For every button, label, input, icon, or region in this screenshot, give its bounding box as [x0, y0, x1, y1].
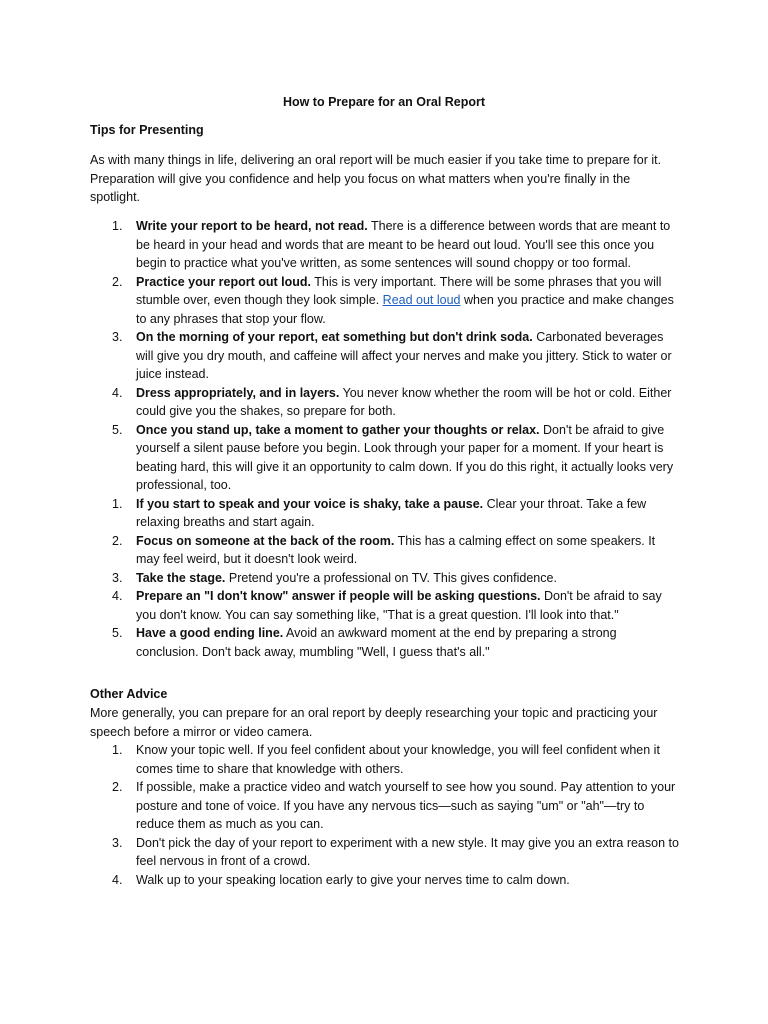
list-number: 5.: [112, 422, 123, 437]
list-number: 3.: [112, 330, 123, 344]
list-item-bold: Have a good ending line.: [136, 626, 284, 640]
list-item: [90, 532, 680, 569]
list-number: 1.: [112, 496, 123, 511]
list-item-bold: Focus on someone at the back of the room.: [136, 533, 395, 548]
list-item-text: Don't be afraid to give yourself a silent pause before you begin. Look through your paper for a moment. If your heart is beating hard, this will give it an opportunity to calm down. If you do this right, it actually looks very professional, too.: [136, 422, 674, 492]
list-number: 4.: [112, 385, 123, 400]
list-item-text: This has a calming effect on some speakers. It may feel weird, but it doesn't look weird.: [136, 533, 656, 566]
list-item-text: Pretend you're a professional on TV. This gives confidence.: [225, 570, 557, 585]
list-number: 1.: [112, 219, 123, 233]
list-item: [90, 624, 680, 661]
list-item: [90, 384, 680, 421]
list-item: [90, 217, 680, 273]
list-item-bold: Prepare an "I don't know" answer if people will be asking questions.: [136, 589, 541, 603]
list-number: 4.: [112, 872, 123, 887]
list-item-bold: On the morning of your report, eat something but don't drink soda.: [136, 330, 533, 344]
list-item-bold: If you start to speak and your voice is shaky, take a pause.: [136, 496, 484, 511]
list-item-text: Carbonated beverages will give you dry mouth, and caffeine will affect your nerves and make you jittery. Stick to water or juice instead.: [136, 330, 672, 381]
list-item: [90, 871, 680, 890]
list-item-text: Avoid an awkward moment at the end by preparing a strong conclusion. Don't back away, mumbling "Well, I guess that's all.": [136, 626, 617, 659]
page-title: How to Prepare for an Oral Report: [282, 95, 486, 109]
list-number: 3.: [112, 570, 123, 585]
list-item: [90, 328, 680, 384]
list-item-bold: Practice your report out loud.: [136, 274, 312, 289]
tips-list: [90, 217, 680, 661]
section-heading-tips: Tips for Presenting: [90, 123, 204, 137]
list-item-text: Know your topic well. If you feel confident about your knowledge, you will feel confident when it comes time to share that knowledge with others.: [136, 743, 660, 776]
list-number: 3.: [112, 835, 123, 850]
list-item: [90, 495, 680, 532]
tips-intro-paragraph: As with many things in life, delivering an oral report will be much easier if you take time to prepare for it. Preparation will give you confidence and help you focus on what matters when you're finally in the spotlight.: [90, 153, 662, 204]
list-item: [90, 741, 680, 778]
list-item: [90, 421, 680, 495]
list-item-text: Don't pick the day of your report to experiment with a new style. It may give you an extra reason to feel nervous in front of a crowd.: [136, 835, 679, 868]
list-item-bold: Dress appropriately, and in layers.: [136, 385, 340, 400]
list-item-text: Clear your throat. Take a few relaxing breaths and start again.: [136, 496, 647, 529]
list-item: [90, 569, 680, 588]
list-item-bold: Once you stand up, take a moment to gather your thoughts or relax.: [136, 422, 540, 437]
read-out-loud-link[interactable]: Read out loud: [382, 293, 461, 307]
list-item-text: Walk up to your speaking location early to give your nerves time to calm down.: [136, 872, 570, 887]
list-number: 4.: [112, 589, 123, 603]
list-item-bold: Write your report to be heard, not read.: [136, 219, 368, 233]
list-item-text: If possible, make a practice video and watch yourself to see how you sound. Pay attention to your posture and tone of voice. If you have any nervous tics—such as saying "um" or "ah"—try to reduce them as much as you can.: [136, 780, 676, 831]
list-item-text: There is a difference between words that are meant to be heard in your head and words that are meant to be heard out loud. You'll see this once you begin to practice what you've written, as some sentences will sound choppy or too formal.: [136, 219, 671, 270]
list-number: 5.: [112, 626, 123, 640]
list-item: [90, 587, 680, 624]
list-item: [90, 778, 680, 834]
list-item-text: This is very important. There will be some phrases that you will stumble over, even though they look simple.: [136, 274, 662, 307]
section-heading-other-advice: Other Advice: [90, 687, 168, 701]
list-number: 2.: [112, 274, 123, 289]
list-item-text: You never know whether the room will be hot or cold. Either could give you the shakes, so prepare for both.: [136, 385, 672, 418]
other-advice-list: [90, 741, 680, 889]
list-number: 2.: [112, 533, 123, 548]
list-item: [90, 834, 680, 871]
other-advice-intro-paragraph: More generally, you can prepare for an oral report by deeply researching your topic and practicing your speech before a mirror or video camera.: [90, 706, 658, 739]
list-item-text: Don't be afraid to say you don't know. You can say something like, "That is a great question. I'll look into that.": [136, 589, 662, 622]
list-item-text: when you practice and make changes to any phrases that stop your flow.: [136, 293, 674, 326]
list-item: [90, 273, 680, 329]
list-number: 2.: [112, 780, 123, 794]
list-number: 1.: [112, 743, 123, 757]
list-item-bold: Take the stage.: [136, 570, 226, 585]
